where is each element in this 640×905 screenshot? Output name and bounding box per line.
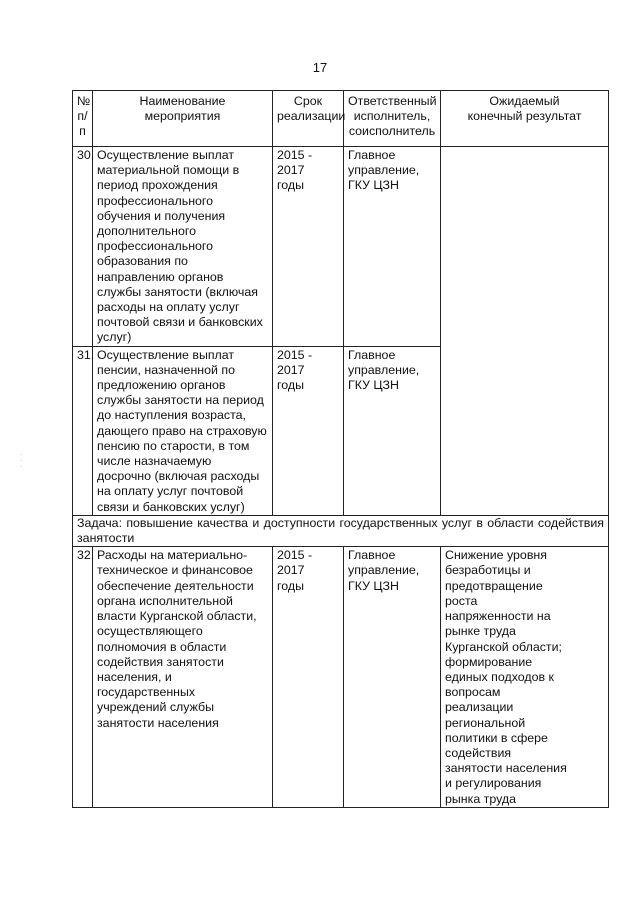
header-result: Ожидаемый конечный результат bbox=[441, 91, 609, 147]
responsible-executor: Главное управление, ГКУ ЦЗН bbox=[344, 547, 441, 807]
task-row bbox=[73, 515, 609, 546]
expected-result-empty bbox=[441, 147, 609, 516]
header-term: Срок реализации bbox=[273, 91, 344, 147]
implementation-term: 2015 - 2017 годы bbox=[273, 346, 344, 515]
measures-table bbox=[72, 90, 609, 808]
measure-name: Расходы на материально- техническое и финансовое обеспечение деятельности органа исполнительной власти Курганской области, осуществляющего полномочия в области содействия занятости населения, и государственных учреждений службы занятости населения bbox=[93, 547, 273, 807]
implementation-term: 2015 - 2017 годы bbox=[273, 547, 344, 807]
page-number: 17 bbox=[312, 60, 328, 75]
task-description: Задача: повышение качества и доступности государственных услуг в области содействия занятости bbox=[73, 515, 609, 546]
header-executor: Ответственный исполнитель, соисполнитель bbox=[344, 91, 441, 147]
measure-name: Осуществление выплат пенсии, назначенной по предложению органов службы занятости на период до наступления возраста, дающего право на страховую пенсию по старости, в том числе назначаемую досрочно (включая расходы на оплату услуг почтовой связи и банковских услуг) bbox=[93, 346, 273, 515]
row-number: 30. bbox=[73, 147, 93, 347]
table-header-row bbox=[73, 91, 609, 147]
implementation-term: 2015 - 2017 годы bbox=[273, 147, 344, 347]
table-row bbox=[73, 147, 609, 347]
row-number: 31. bbox=[73, 346, 93, 515]
table-row bbox=[73, 547, 609, 807]
responsible-executor: Главное управление, ГКУ ЦЗН bbox=[344, 147, 441, 347]
header-name: Наименование мероприятия bbox=[93, 91, 273, 147]
row-number: 32. bbox=[73, 547, 93, 807]
header-num: № п/п bbox=[73, 91, 93, 147]
measure-name: Осуществление выплат материальной помощи в период прохождения профессионального обучения и получения дополнительного профессионального образования по направлению органов службы занятости (включая расходы на оплату услуг почтовой связи и банковских услуг) bbox=[93, 147, 273, 347]
responsible-executor: Главное управление, ГКУ ЦЗН bbox=[344, 346, 441, 515]
expected-result: Снижение уровня безработицы и предотвращение роста напряженности на рынке труда Курганской области; формирование единых подходов к вопросам реализации региональной политики в сфере содействия занятости населения и регулирования рынка труда bbox=[441, 547, 609, 807]
scan-artifact: · · · bbox=[20, 452, 22, 470]
